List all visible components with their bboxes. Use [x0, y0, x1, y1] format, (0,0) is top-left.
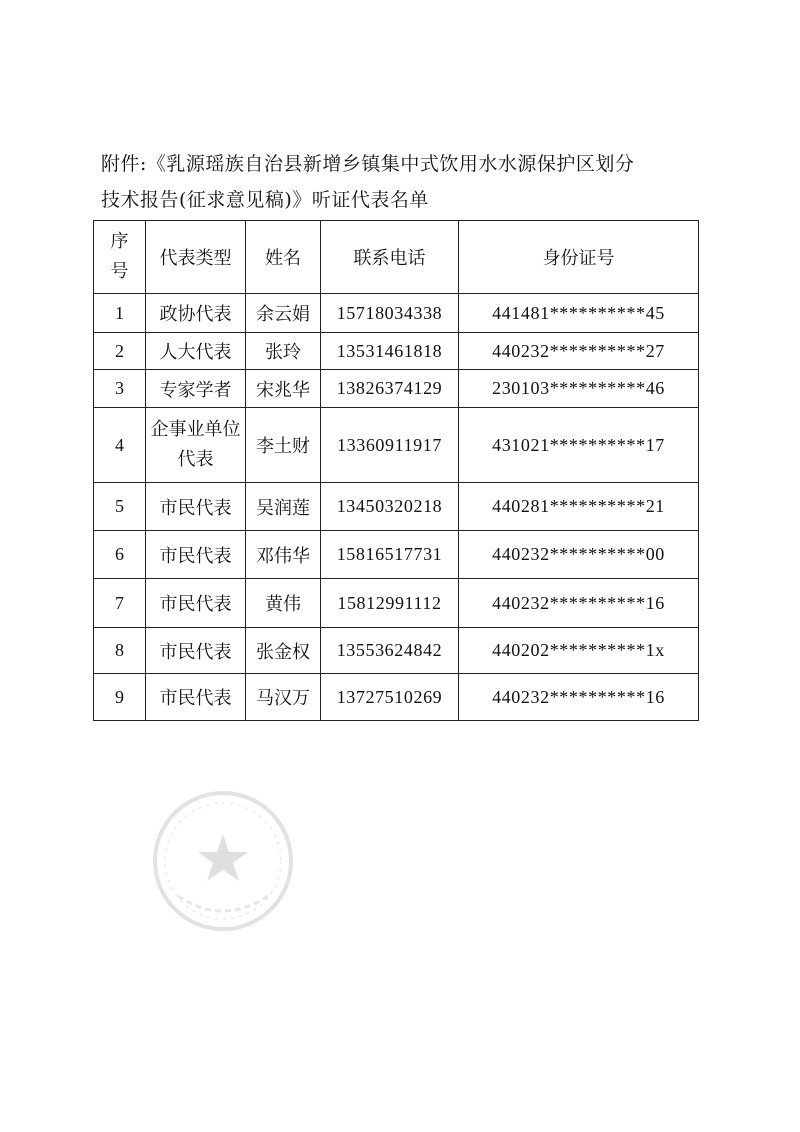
cell-seq: 5: [94, 483, 146, 531]
document-title-line-2: 技术报告(征求意见稿)》听证代表名单: [101, 189, 429, 211]
cell-type: 市民代表: [146, 483, 246, 531]
cell-seq: 3: [94, 370, 146, 408]
cell-phone: 13531461818: [321, 333, 459, 370]
header-phone: 联系电话: [321, 221, 459, 294]
cell-type: 政协代表: [146, 294, 246, 333]
cell-seq: 4: [94, 408, 146, 483]
cell-name: 吴润莲: [246, 483, 321, 531]
cell-phone: 13553624842: [321, 628, 459, 674]
cell-id: 440232**********27: [459, 333, 699, 370]
representatives-table: [93, 220, 699, 721]
header-seq-top: 序: [110, 231, 129, 252]
header-id: 身份证号: [459, 221, 699, 294]
cell-type: 企事业单位代表: [146, 408, 246, 483]
cell-seq: 2: [94, 333, 146, 370]
official-seal-icon: [148, 786, 298, 936]
document-title-line-1: 附件:《乳源瑶族自治县新增乡镇集中式饮用水水源保护区划分: [101, 153, 635, 175]
cell-type: 市民代表: [146, 674, 246, 721]
cell-id: 440202**********1x: [459, 628, 699, 674]
cell-name: 宋兆华: [246, 370, 321, 408]
cell-name: 余云娟: [246, 294, 321, 333]
cell-id: 440232**********16: [459, 674, 699, 721]
table-header-row: [94, 221, 699, 294]
cell-phone: 15718034338: [321, 294, 459, 333]
cell-seq: 9: [94, 674, 146, 721]
cell-name: 张金权: [246, 628, 321, 674]
cell-id: 440232**********00: [459, 531, 699, 579]
cell-phone: 13360911917: [321, 408, 459, 483]
header-name: 姓名: [246, 221, 321, 294]
header-seq: [94, 221, 146, 294]
cell-type: 市民代表: [146, 628, 246, 674]
cell-type: 市民代表: [146, 579, 246, 628]
cell-seq: 1: [94, 294, 146, 333]
cell-name: 李土财: [246, 408, 321, 483]
table-row: [94, 370, 699, 408]
table-row: [94, 294, 699, 333]
cell-name: 邓伟华: [246, 531, 321, 579]
cell-phone: 15816517731: [321, 531, 459, 579]
cell-type: 专家学者: [146, 370, 246, 408]
cell-id: 230103**********46: [459, 370, 699, 408]
table-row: [94, 674, 699, 721]
table-row: [94, 531, 699, 579]
table-row: [94, 333, 699, 370]
cell-seq: 7: [94, 579, 146, 628]
table-row: [94, 483, 699, 531]
table-row: [94, 628, 699, 674]
header-type: 代表类型: [146, 221, 246, 294]
cell-id: 440232**********16: [459, 579, 699, 628]
header-seq-bottom: 号: [110, 261, 129, 282]
cell-phone: 13826374129: [321, 370, 459, 408]
cell-name: 黄伟: [246, 579, 321, 628]
cell-type: 人大代表: [146, 333, 246, 370]
cell-id: 440281**********21: [459, 483, 699, 531]
cell-id: 431021**********17: [459, 408, 699, 483]
cell-phone: 15812991112: [321, 579, 459, 628]
cell-phone: 13727510269: [321, 674, 459, 721]
cell-seq: 8: [94, 628, 146, 674]
cell-phone: 13450320218: [321, 483, 459, 531]
cell-type: 市民代表: [146, 531, 246, 579]
cell-name: 张玲: [246, 333, 321, 370]
cell-id: 441481**********45: [459, 294, 699, 333]
cell-name: 马汉万: [246, 674, 321, 721]
table-row: [94, 408, 699, 483]
table-row: [94, 579, 699, 628]
cell-seq: 6: [94, 531, 146, 579]
document-title: [101, 146, 701, 218]
